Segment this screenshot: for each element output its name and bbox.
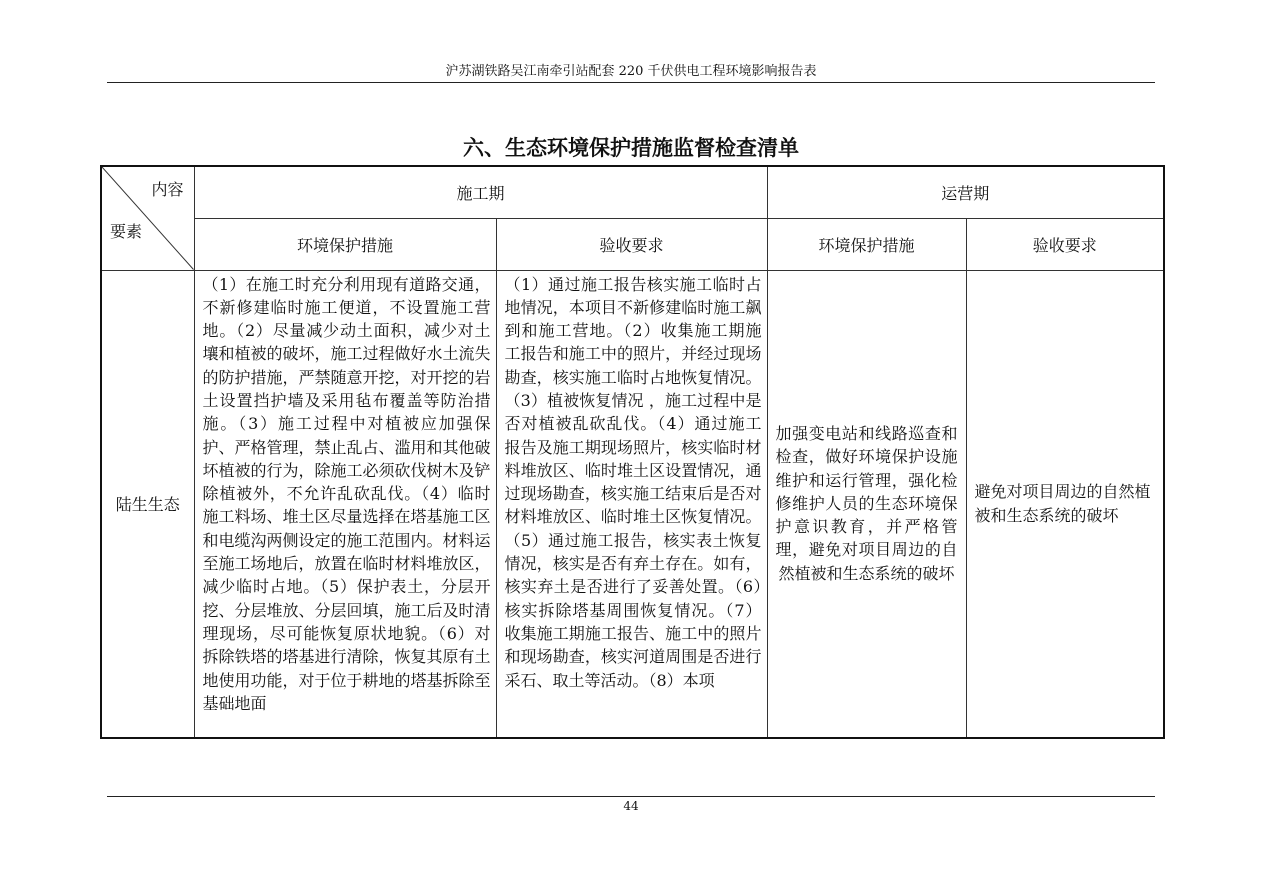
phase-header-construction: 施工期 <box>194 166 767 218</box>
section-title: 六、生态环境保护措施监督检查清单 <box>463 136 799 160</box>
col-header-construction-acceptance: 验收要求 <box>496 218 767 270</box>
operation-measures-text: 加强变电站和线路巡查和检查，做好环境保护设施维护和运行管理，强化检修维护人员的生态环境保护意识教育，并严格管理，避免对项目周边的自然植被和生态系统的破坏 <box>775 423 958 583</box>
corner-label-content: 内容 <box>151 180 184 199</box>
construction-measures-text: （1）在施工时充分利用现有道路交通，不新修建临时施工便道，不设置施工营地。（2）尽量减少动土面积，减少对土壤和植被的破坏，施工过程做好水土流失的防护措施，严禁随意开挖，对开挖的岩土设置挡护墙及采用毡布覆盖等防治措施。（3）施工过程中对植被应加强保护、严格管理，禁止乱占、滥用和其他破坏植被的行为，除施工必须砍伐树木及铲除植被外，不允许乱砍乱伐。（4）临时施工料场、堆土区尽量选择在塔基施工区和电缆沟两侧设定的施工范围内。材料运至施工场地后，放置在临时材料堆放区，减少临时占地。（5）保护表土，分层开挖、分层堆放、分层回填，施工后及时清理现场，尽可能恢复原状地貌。（6）对拆除铁塔的塔基进行清除，恢复其原有土地使用功能，对于位于耕地的塔基拆除至基础地面 <box>202 274 491 713</box>
element-cell: 陆生生态 <box>101 270 194 738</box>
page-header: 沪苏湖铁路吴江南牵引站配套 220 千伏供电工程环境影响报告表 <box>107 62 1155 83</box>
operation-measures-cell <box>767 270 966 738</box>
corner-label-element: 要素 <box>110 221 143 241</box>
phase-header-operation: 运营期 <box>767 166 1164 218</box>
operation-acceptance-cell <box>966 270 1164 738</box>
col-header-operation-measures: 环境保护措施 <box>767 218 966 270</box>
supervision-checklist-table <box>100 165 1165 739</box>
construction-acceptance-cell <box>496 270 767 738</box>
table-header-row-phase <box>101 166 1164 218</box>
col-header-construction-measures: 环境保护措施 <box>194 218 496 270</box>
operation-acceptance-text: 避免对项目周边的自然植被和生态系统的破坏 <box>974 482 1151 525</box>
table-row <box>101 270 1164 738</box>
corner-header-cell <box>101 166 194 270</box>
construction-measures-cell <box>194 270 496 738</box>
page-number: 44 <box>107 796 1155 813</box>
col-header-operation-acceptance: 验收要求 <box>966 218 1164 270</box>
construction-acceptance-text: （1）通过施工报告核实施工临时占地情况，本项目不新修建临时施工飙到和施工营地。（2）收集施工期施工报告和施工中的照片，并经过现场勘查，核实施工临时占地恢复情况。（3）植被恢复情况 ，施工过程中是否对植被乱砍乱伐。（4）通过施工报告及施工期现场照片，核实临时材料堆放区、临时堆土区设置情况，通过现场勘查，核实施工结束后是否对材料堆放区、临时堆土区恢复情况。（5）通过施工报告，核实表土恢复情况，核实是否有弃土存在。如有，核实弃土是否进行了妥善处置。（6）核实拆除塔基周围恢复情况。（7）收集施工期施工报告、施工中的照片和现场勘查，核实河道周围是否进行采石、取土等活动。（8）本项 <box>504 274 762 690</box>
table-header-row-columns <box>101 218 1164 270</box>
